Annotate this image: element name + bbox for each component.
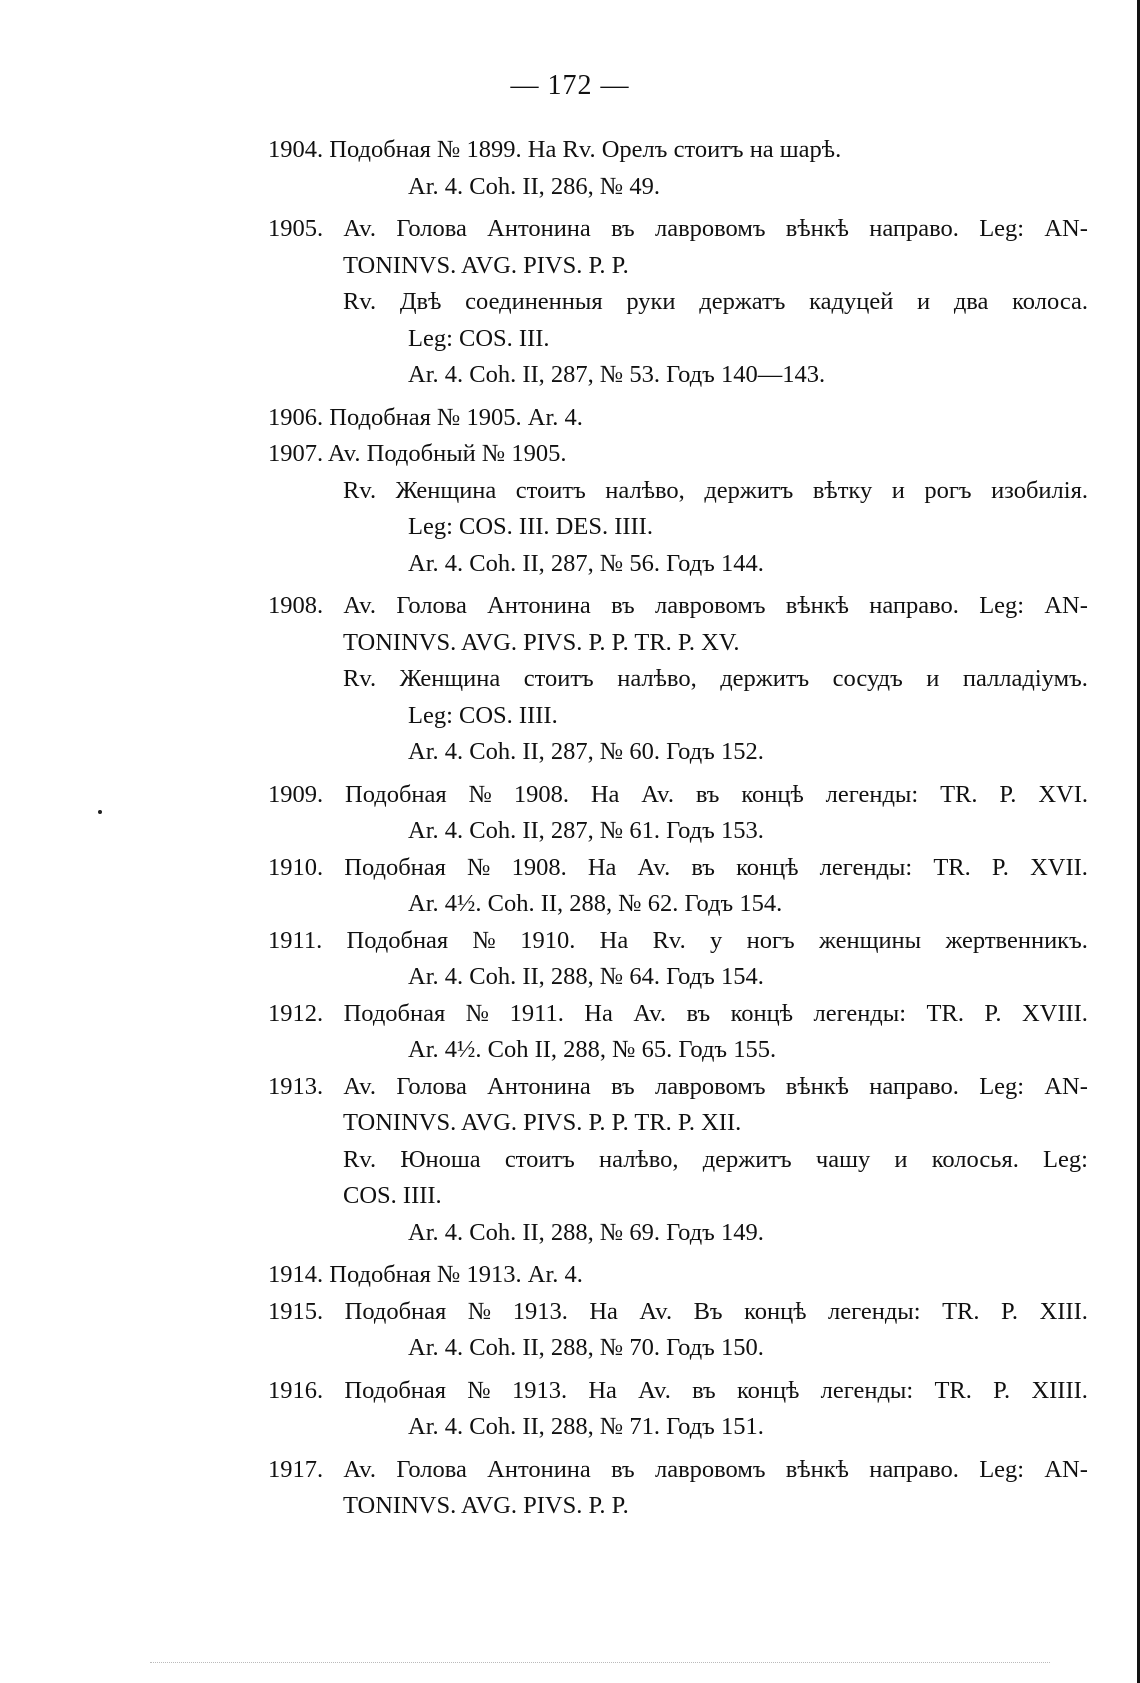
margin-dot — [98, 810, 102, 814]
catalogue-line-text: Ar. 4. Coh. II, 288, № 69. Годъ 149. — [408, 1218, 764, 1246]
catalogue-line-text: Leg: COS. IIII. — [408, 701, 558, 729]
catalogue-line — [268, 886, 1088, 923]
catalogue-line — [268, 509, 1088, 546]
catalogue-line-text: Ar. 4. Coh. II, 287, № 53. Годъ 140—143. — [408, 361, 826, 388]
catalogue-line-text: Ar. 4. Coh. II, 288, № 70. Годъ 150. — [408, 1334, 764, 1361]
catalogue-line-text: 1908. Av. Голова Антонина въ лавровомъ вѣнкѣ направо. Leg: AN- — [268, 592, 1088, 619]
catalogue-line-text: Rv. Женщина стоитъ налѣво, держитъ сосудъ и палладіумъ. — [343, 665, 1088, 692]
catalogue-line — [268, 734, 1088, 771]
catalogue-line-text: TONINVS. AVG. PIVS. P. P. TR. P. XII. — [343, 1109, 742, 1136]
catalogue-line-text: TONINVS. AVG. PIVS. P. P. — [343, 251, 629, 279]
catalogue-line — [268, 1294, 1088, 1331]
catalogue-line-text: Leg: COS. III. DES. IIII. — [408, 513, 653, 540]
catalogue-line — [268, 813, 1088, 850]
catalogue-line-text: Leg: COS. III. — [408, 324, 550, 352]
catalogue-line-text: Ar. 4. Coh. II, 288, № 71. Годъ 151. — [408, 1413, 764, 1440]
catalogue-line — [268, 1488, 1088, 1525]
catalogue-line-text: 1913. Av. Голова Антонина въ лавровомъ вѣнкѣ направо. Leg: AN- — [268, 1072, 1088, 1100]
catalogue-line-text: 1904. Подобная № 1899. На Rv. Орелъ стоитъ на шарѣ. — [268, 136, 842, 163]
catalogue-line — [268, 625, 1088, 662]
catalogue-line — [268, 777, 1088, 814]
page-number: — 172 — — [510, 70, 630, 101]
catalogue-line-text: Ar. 4. Coh. II, 287, № 61. Годъ 153. — [408, 817, 764, 844]
catalogue-line-text: Ar. 4. Coh. II, 287, № 56. Годъ 144. — [408, 549, 764, 577]
catalogue-line — [268, 1330, 1088, 1367]
catalogue-line-text: 1906. Подобная № 1905. Ar. 4. — [268, 403, 583, 431]
catalogue-line-text: Ar. 4½. Coh. II, 288, № 62. Годъ 154. — [408, 890, 783, 917]
catalogue-line-text: 1914. Подобная № 1913. Ar. 4. — [268, 1261, 583, 1288]
catalogue-line — [268, 588, 1088, 625]
catalogue-line-text: 1912. Подобная № 1911. На Av. въ концѣ легенды: TR. P. XVIII. — [268, 999, 1088, 1027]
catalogue-line-text: 1907. Av. Подобный № 1905. — [268, 440, 567, 467]
catalogue-line — [268, 1409, 1088, 1446]
catalogue-line — [268, 473, 1088, 510]
catalogue-line — [268, 169, 1088, 206]
catalogue-line-text: TONINVS. AVG. PIVS. P. P. TR. P. XV. — [343, 628, 740, 656]
catalogue-body — [268, 132, 1088, 1525]
catalogue-line — [268, 1105, 1088, 1142]
catalogue-line-text: Rv. Юноша стоитъ налѣво, держитъ чашу и колосья. Leg: — [343, 1145, 1088, 1173]
catalogue-line-text: 1915. Подобная № 1913. На Av. Въ концѣ легенды: TR. P. XIII. — [268, 1297, 1088, 1325]
catalogue-line-text: 1916. Подобная № 1913. На Av. въ концѣ легенды: TR. P. XIIII. — [268, 1376, 1088, 1404]
catalogue-line-text: Ar. 4. Coh. II, 288, № 64. Годъ 154. — [408, 963, 764, 990]
bottom-scan-marks — [150, 1662, 1050, 1665]
catalogue-line — [268, 1178, 1088, 1215]
catalogue-line — [268, 1215, 1088, 1252]
catalogue-line — [268, 436, 1088, 473]
catalogue-line — [268, 284, 1088, 321]
catalogue-line — [268, 698, 1088, 735]
catalogue-line — [268, 661, 1088, 698]
catalogue-line — [268, 850, 1088, 887]
catalogue-line — [268, 959, 1088, 996]
catalogue-line — [268, 400, 1088, 437]
catalogue-line — [268, 211, 1088, 248]
catalogue-line — [268, 546, 1088, 583]
catalogue-line-text: 1905. Av. Голова Антонина въ лавровомъ вѣнкѣ направо. Leg: AN- — [268, 215, 1088, 242]
catalogue-line-text: Rv. Женщина стоитъ налѣво, держитъ вѣтку и рогъ изобилія. — [343, 476, 1088, 504]
catalogue-line — [268, 923, 1088, 960]
catalogue-line-text: 1909. Подобная № 1908. На Av. въ концѣ легенды: TR. P. XVI. — [268, 780, 1088, 808]
catalogue-line-text: 1917. Av. Голова Антонина въ лавровомъ вѣнкѣ направо. Leg: AN- — [268, 1455, 1088, 1483]
catalogue-line-text: Ar. 4. Coh. II, 286, № 49. — [408, 172, 661, 200]
catalogue-line-text: TONINVS. AVG. PIVS. P. P. — [343, 1492, 629, 1519]
catalogue-line — [268, 321, 1088, 358]
catalogue-line — [268, 357, 1088, 394]
catalogue-line — [268, 1452, 1088, 1489]
catalogue-line — [268, 996, 1088, 1033]
catalogue-line-text: 1910. Подобная № 1908. На Av. въ концѣ легенды: TR. P. XVII. — [268, 853, 1088, 881]
catalogue-line-text: COS. IIII. — [343, 1182, 442, 1209]
catalogue-line — [268, 1142, 1088, 1179]
catalogue-line-text: Rv. Двѣ соединенныя руки держатъ кадуцей и два колоса. — [343, 288, 1088, 315]
catalogue-line-text: Ar. 4½. Coh II, 288, № 65. Годъ 155. — [408, 1036, 777, 1063]
catalogue-line — [268, 1257, 1088, 1294]
catalogue-line — [268, 1373, 1088, 1410]
catalogue-line — [268, 1069, 1088, 1106]
catalogue-line — [268, 132, 1088, 169]
catalogue-line-text: Ar. 4. Coh. II, 287, № 60. Годъ 152. — [408, 738, 764, 765]
catalogue-line-text: 1911. Подобная № 1910. На Rv. у ногъ женщины жертвенникъ. — [268, 926, 1088, 954]
catalogue-line — [268, 248, 1088, 285]
catalogue-line — [268, 1032, 1088, 1069]
